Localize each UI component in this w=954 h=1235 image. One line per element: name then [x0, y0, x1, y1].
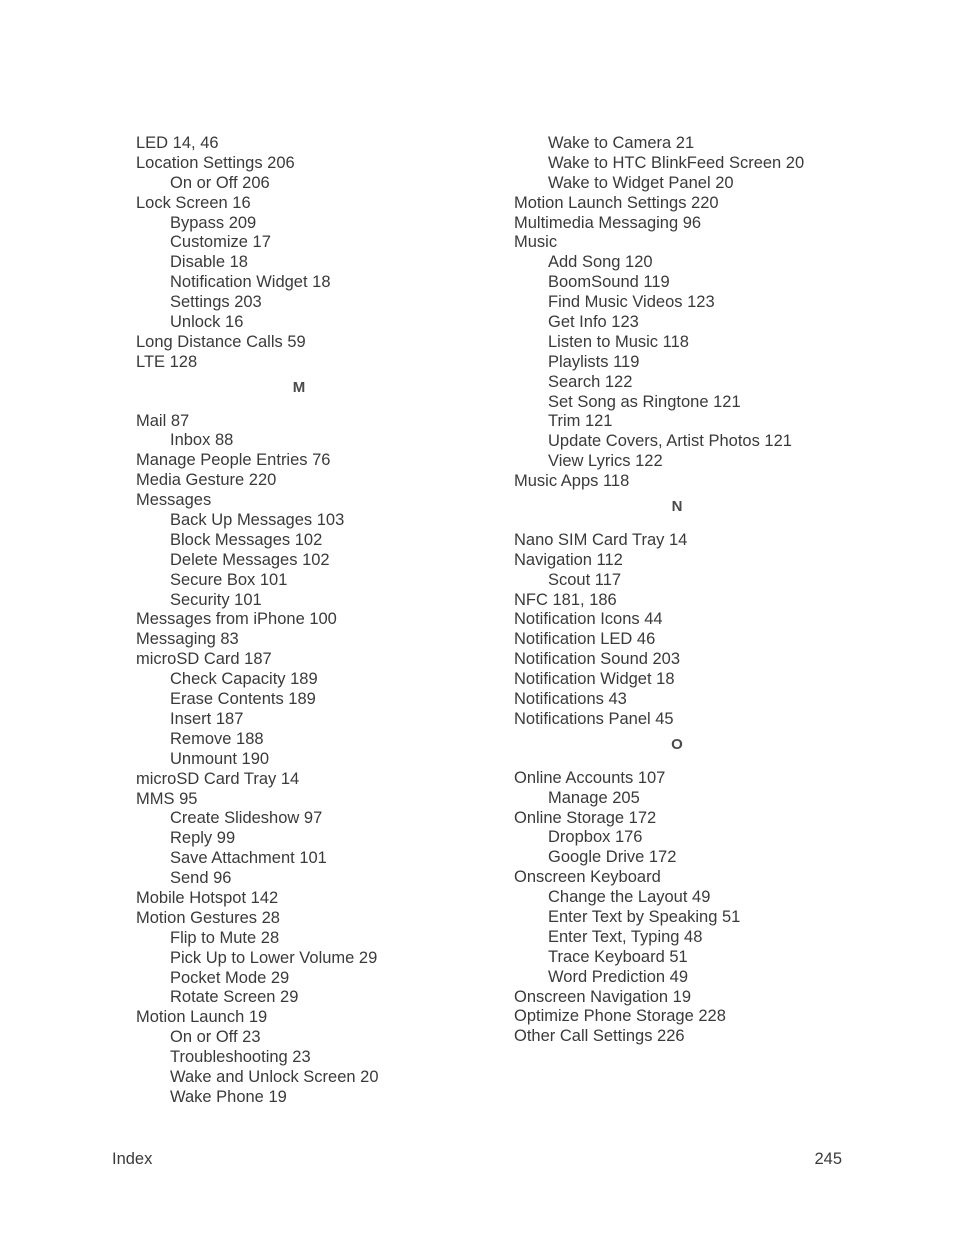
footer-page-number: 245 [814, 1150, 842, 1168]
index-subentry: Notification Widget 18 [170, 273, 331, 292]
index-entry: Online Storage 172 [514, 808, 657, 827]
index-subentry: Listen to Music 118 [548, 332, 689, 351]
index-entry: Motion Launch Settings 220 [514, 193, 719, 212]
index-subentry: Flip to Mute 28 [170, 928, 280, 947]
index-entry: Motion Launch 19 [136, 1008, 268, 1027]
index-entry: Onscreen Navigation 19 [514, 987, 692, 1006]
index-subentry: Block Messages 102 [170, 530, 323, 549]
section-letter: M [292, 378, 306, 396]
index-subentry: Pocket Mode 29 [170, 968, 290, 987]
index-subentry: Erase Contents 189 [170, 690, 316, 709]
index-subentry: Find Music Videos 123 [548, 293, 715, 312]
index-entry: microSD Card Tray 14 [136, 769, 300, 788]
index-subentry: Disable 18 [170, 253, 248, 272]
index-entry: Lock Screen 16 [136, 193, 251, 212]
index-subentry: Settings 203 [170, 293, 262, 312]
index-subentry: View Lyrics 122 [548, 452, 663, 471]
index-entry: Notification Sound 203 [514, 650, 681, 669]
index-subentry: Scout 117 [548, 570, 622, 589]
index-subentry: Wake to Camera 21 [548, 134, 695, 152]
index-subentry: Rotate Screen 29 [170, 988, 299, 1007]
index-entry: Messages from iPhone 100 [136, 610, 337, 629]
index-entry: Navigation 112 [514, 550, 623, 569]
index-subentry: Back Up Messages 103 [170, 511, 345, 530]
index-entry: MMS 95 [136, 789, 198, 808]
section-letter: O [671, 735, 683, 753]
index-entry: Notifications Panel 45 [514, 709, 674, 728]
index-subentry: Wake and Unlock Screen 20 [170, 1067, 379, 1086]
index-subentry: BoomSound 119 [548, 273, 670, 292]
index-entry: Music Apps 118 [514, 472, 630, 491]
index-entry: NFC 181, 186 [514, 590, 617, 609]
index-subentry: Search 122 [548, 372, 633, 391]
index-entry: Notification Widget 18 [514, 670, 675, 689]
index-subentry: Troubleshooting 23 [170, 1048, 311, 1067]
index-subentry: Unlock 16 [170, 313, 244, 332]
index-entry: Messaging 83 [136, 630, 239, 649]
index-subentry: Wake Phone 19 [170, 1087, 287, 1106]
index-subentry: Get Info 123 [548, 313, 639, 332]
index-entry: Music [514, 233, 558, 252]
index-subentry: Enter Text, Typing 48 [548, 927, 703, 946]
index-subentry: Trace Keyboard 51 [548, 947, 688, 966]
index-entry: Optimize Phone Storage 228 [514, 1007, 726, 1026]
index-subentry: Customize 17 [170, 233, 271, 252]
index-subentry: Check Capacity 189 [170, 670, 318, 689]
index-entry: Manage People Entries 76 [136, 451, 331, 470]
index-entry: Mail 87 [136, 411, 190, 430]
index-column-left [136, 134, 476, 1108]
index-subentry: Insert 187 [170, 709, 244, 728]
index-subentry: Unmount 190 [170, 749, 270, 768]
index-entry: Multimedia Messaging 96 [514, 213, 702, 232]
index-entry: Notification Icons 44 [514, 610, 663, 629]
index-subentry: Google Drive 172 [548, 848, 677, 867]
index-entry: Media Gesture 220 [136, 471, 277, 490]
index-subentry: Enter Text by Speaking 51 [548, 907, 741, 926]
index-subentry: Bypass 209 [170, 213, 257, 232]
index-subentry: Manage 205 [548, 788, 640, 807]
index-entry: microSD Card 187 [136, 650, 272, 669]
index-subentry: On or Off 23 [170, 1028, 261, 1047]
index-subentry: Create Slideshow 97 [170, 809, 323, 828]
index-entry: Motion Gestures 28 [136, 908, 280, 927]
index-subentry: Inbox 88 [170, 431, 234, 450]
index-entry: Other Call Settings 226 [514, 1027, 685, 1046]
index-subentry: Change the Layout 49 [548, 888, 711, 907]
index-subentry: Reply 99 [170, 829, 236, 848]
index-subentry: Dropbox 176 [548, 828, 643, 847]
index-subentry: Secure Box 101 [170, 570, 288, 589]
index-subentry: On or Off 206 [170, 173, 270, 192]
index-subentry: Save Attachment 101 [170, 849, 327, 868]
index-subentry: Trim 121 [548, 412, 613, 431]
index-subentry: Delete Messages 102 [170, 550, 330, 569]
index-entry: Nano SIM Card Tray 14 [514, 530, 688, 549]
index-subentry: Word Prediction 49 [548, 967, 689, 986]
index-subentry: Update Covers, Artist Photos 121 [548, 432, 792, 451]
index-subentry: Wake to Widget Panel 20 [548, 173, 734, 192]
index-entry: Onscreen Keyboard [514, 868, 661, 887]
index-subentry: Pick Up to Lower Volume 29 [170, 948, 378, 967]
index-entry: Long Distance Calls 59 [136, 332, 306, 351]
index-subentry: Wake to HTC BlinkFeed Screen 20 [548, 153, 805, 172]
index-subentry: Send 96 [170, 869, 232, 888]
index-subentry: Security 101 [170, 590, 262, 609]
index-entry: Notification LED 46 [514, 630, 656, 649]
index-entry: Notifications 43 [514, 690, 627, 709]
index-entry: Location Settings 206 [136, 153, 295, 172]
index-entry: LED 14, 46 [136, 134, 219, 152]
section-letter: N [671, 498, 683, 516]
index-subentry: Remove 188 [170, 729, 264, 748]
index-subentry: Playlists 119 [548, 352, 640, 371]
index-column-right [514, 134, 844, 1047]
index-entry: LTE 128 [136, 352, 198, 371]
footer-section-label: Index [112, 1150, 153, 1168]
index-entry: Messages [136, 491, 212, 510]
index-entry: Online Accounts 107 [514, 768, 666, 787]
index-subentry: Set Song as Ringtone 121 [548, 392, 741, 411]
index-subentry: Add Song 120 [548, 253, 653, 272]
index-entry: Mobile Hotspot 142 [136, 888, 279, 907]
